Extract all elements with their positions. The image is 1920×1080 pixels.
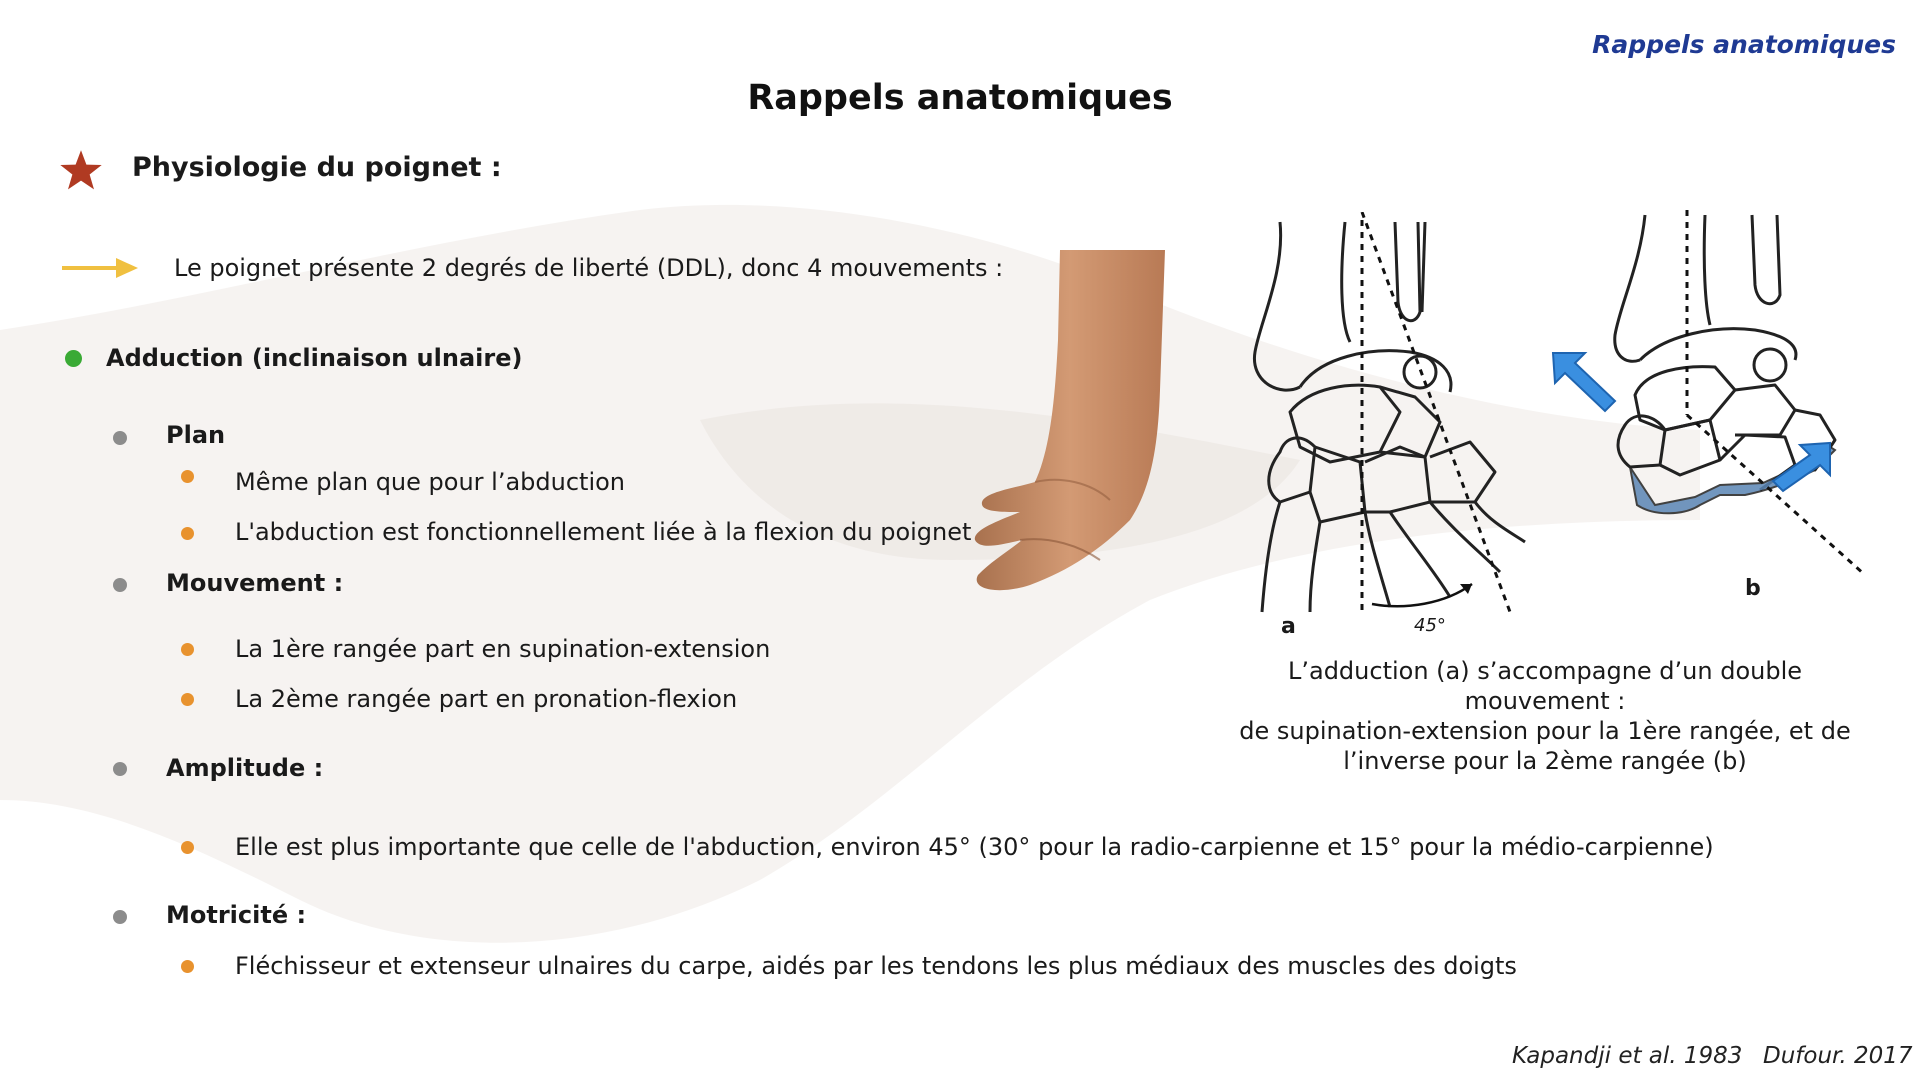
header-tag: Rappels anatomiques [1592, 30, 1896, 59]
mouvement-label: Mouvement : [166, 569, 344, 597]
blue-arrow-icon [1773, 443, 1830, 491]
plan-sub-bullet [181, 470, 194, 483]
hand-photo [960, 250, 1170, 610]
caption-line: l’inverse pour la 2ème rangée (b) [1343, 747, 1747, 775]
caption-line: de supination-extension pour la 1ère rangée, et de [1239, 717, 1851, 745]
plan-label: Plan [166, 421, 226, 449]
reference-dufour: Dufour. 2017 [1763, 1043, 1913, 1069]
topic-bullet [65, 350, 82, 367]
amplitude-sub-bullet [181, 841, 194, 854]
mouvement-sub-item: La 1ère rangée part en supination-extension [235, 635, 771, 663]
plan-bullet [113, 431, 127, 445]
plan-sub-bullet [181, 527, 194, 540]
star-icon [58, 148, 104, 194]
plan-sub-item: Même plan que pour l’abduction [235, 468, 626, 496]
amplitude-label: Amplitude : [166, 754, 324, 782]
motricite-sub-bullet [181, 960, 194, 973]
page-title: Rappels anatomiques [747, 78, 1173, 118]
mouvement-bullet [113, 578, 127, 592]
arrow-right-icon [62, 256, 140, 280]
mouvement-sub-bullet [181, 693, 194, 706]
plan-sub-item: L'abduction est fonctionnellement liée à la flexion du poignet [235, 518, 972, 546]
amplitude-bullet [113, 762, 127, 776]
topic-label: Adduction (inclinaison ulnaire) [106, 344, 523, 372]
section-title: Physiologie du poignet : [132, 152, 502, 183]
figure-label-b: b [1745, 576, 1761, 601]
mouvement-sub-bullet [181, 643, 194, 656]
figure-caption [1225, 656, 1865, 776]
wrist-diagram-a [1240, 212, 1560, 632]
wrist-diagram-b [1545, 205, 1875, 585]
angle-label: 45° [1414, 615, 1446, 636]
intro-text: Le poignet présente 2 degrés de liberté (DDL), donc 4 mouvements : [174, 254, 1004, 282]
motricite-sub-item: Fléchisseur et extenseur ulnaires du carpe, aidés par les tendons les plus médiaux des muscles des doigts [235, 952, 1517, 980]
mouvement-sub-item: La 2ème rangée part en pronation-flexion [235, 685, 738, 713]
motricite-label: Motricité : [166, 901, 307, 929]
reference-kapandji: Kapandji et al. 1983 [1512, 1043, 1743, 1069]
amplitude-sub-item: Elle est plus importante que celle de l'abduction, environ 45° (30° pour la radio-carpienne et 15° pour la médio-carpienne) [235, 833, 1714, 861]
figure-label-a: a [1281, 614, 1296, 639]
blue-arrow-icon [1553, 353, 1615, 411]
caption-line: L’adduction (a) s’accompagne d’un double mouvement : [1287, 657, 1803, 715]
motricite-bullet [113, 910, 127, 924]
